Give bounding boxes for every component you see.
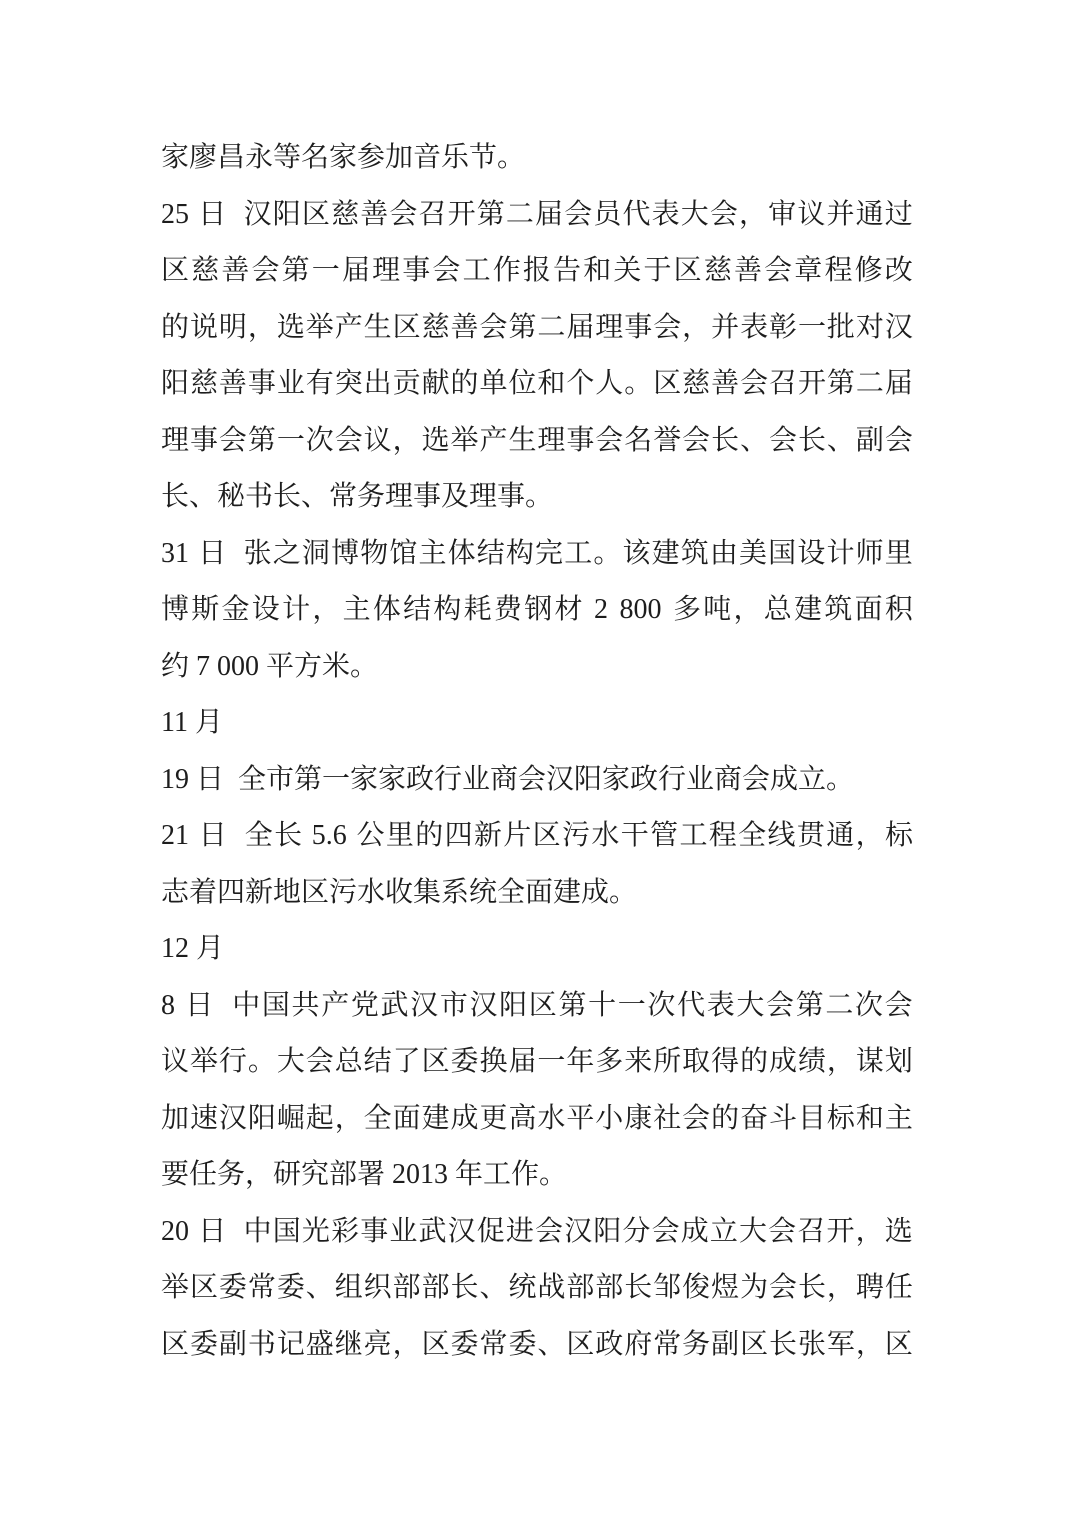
- text-line: 20 日 中 国 光 彩 事 业 武 汉 促 进 会 汉 阳 分 会 成 立 大 会 召 开 ， 选: [161, 1215, 913, 1247]
- text-line: 要任务，研究部署 2013 年工作。: [161, 1159, 568, 1190]
- text-line: 举 区 委 常 委 、 组 织 部 部 长 、 统 战 部 部 长 邹 俊 煜 为 会 长 ， 聘 任: [161, 1272, 913, 1303]
- text-line: 志着四新地区污水收集系统全面建成。: [161, 876, 638, 908]
- document-body: [161, 130, 913, 1373]
- text-line: 的 说 明 ， 选 举 产 生 区 慈 善 会 第 二 届 理 事 会 ， 并 表 彰 一 批 对 汉: [161, 311, 913, 343]
- text-line: 区 慈 善 会 第 一 届 理 事 会 工 作 报 告 和 关 于 区 慈 善 会 章 程 修 改: [161, 255, 913, 286]
- text-line: 25 日 汉 阳 区 慈 善 会 召 开 第 二 届 会 员 代 表 大 会 ， 审 议 并 通 过: [161, 198, 913, 230]
- text-line: 8 日 中 国 共 产 党 武 汉 市 汉 阳 区 第 十 一 次 代 表 大 会 第 二 次 会: [161, 989, 913, 1021]
- text-line: 长、秘书长、常务理事及理事。: [161, 481, 554, 512]
- text-line: 11 月: [161, 707, 223, 738]
- text-line: 约 7 000 平方米。: [161, 650, 379, 682]
- text-line: 12 月: [161, 933, 225, 964]
- text-line: 博 斯 金 设 计 ， 主 体 结 构 耗 费 钢 材 2 800 多 吨 ， 总 建 筑 面 积: [161, 594, 913, 625]
- text-line: 家廖昌永等名家参加音乐节。: [161, 142, 526, 173]
- text-line: 议 举 行 。 大 会 总 结 了 区 委 换 届 一 年 多 来 所 取 得 的 成 绩 ， 谋 划: [161, 1046, 913, 1077]
- text-line: 19 日 全市第一家家政行业商会汉阳家政行业商会成立。: [161, 763, 855, 795]
- entry-day-25-charity-congress: [161, 187, 913, 526]
- text-line: 阳 慈 善 事 业 有 突 出 贡 献 的 单 位 和 个 人 。 区 慈 善 会 召 开 第 二 届: [161, 368, 913, 399]
- month-heading-november: [161, 695, 913, 752]
- entry-day-21-sewage-pipeline: [161, 808, 913, 921]
- text-line: 21 日 全 长 5.6 公 里 的 四 新 片 区 污 水 干 管 工 程 全 线 贯 通 ， 标: [161, 820, 913, 851]
- text-line: 区 委 副 书 记 盛 继 亮 ， 区 委 常 委 、 区 政 府 常 务 副 区 长 张 军 ， 区: [161, 1328, 913, 1360]
- text-line: 加 速 汉 阳 崛 起 ， 全 面 建 成 更 高 水 平 小 康 社 会 的 奋 斗 目 标 和 主: [161, 1102, 913, 1134]
- entry-day-20-guangcai-branch: [161, 1204, 913, 1374]
- month-heading-december: [161, 921, 913, 978]
- entry-day-8-party-congress: [161, 978, 913, 1204]
- entry-day-19-housekeeping-chamber: [161, 752, 913, 809]
- text-line: 理 事 会 第 一 次 会 议 ， 选 举 产 生 理 事 会 名 誉 会 长 、 会 长 、 副 会: [161, 424, 913, 456]
- entry-day-31-zhangzhidong-museum: [161, 526, 913, 696]
- text-line: 31 日 张 之 洞 博 物 馆 主 体 结 构 完 工 。 该 建 筑 由 美 国 设 计 师 里: [161, 537, 913, 569]
- entry-music-festival-continued: [161, 130, 913, 187]
